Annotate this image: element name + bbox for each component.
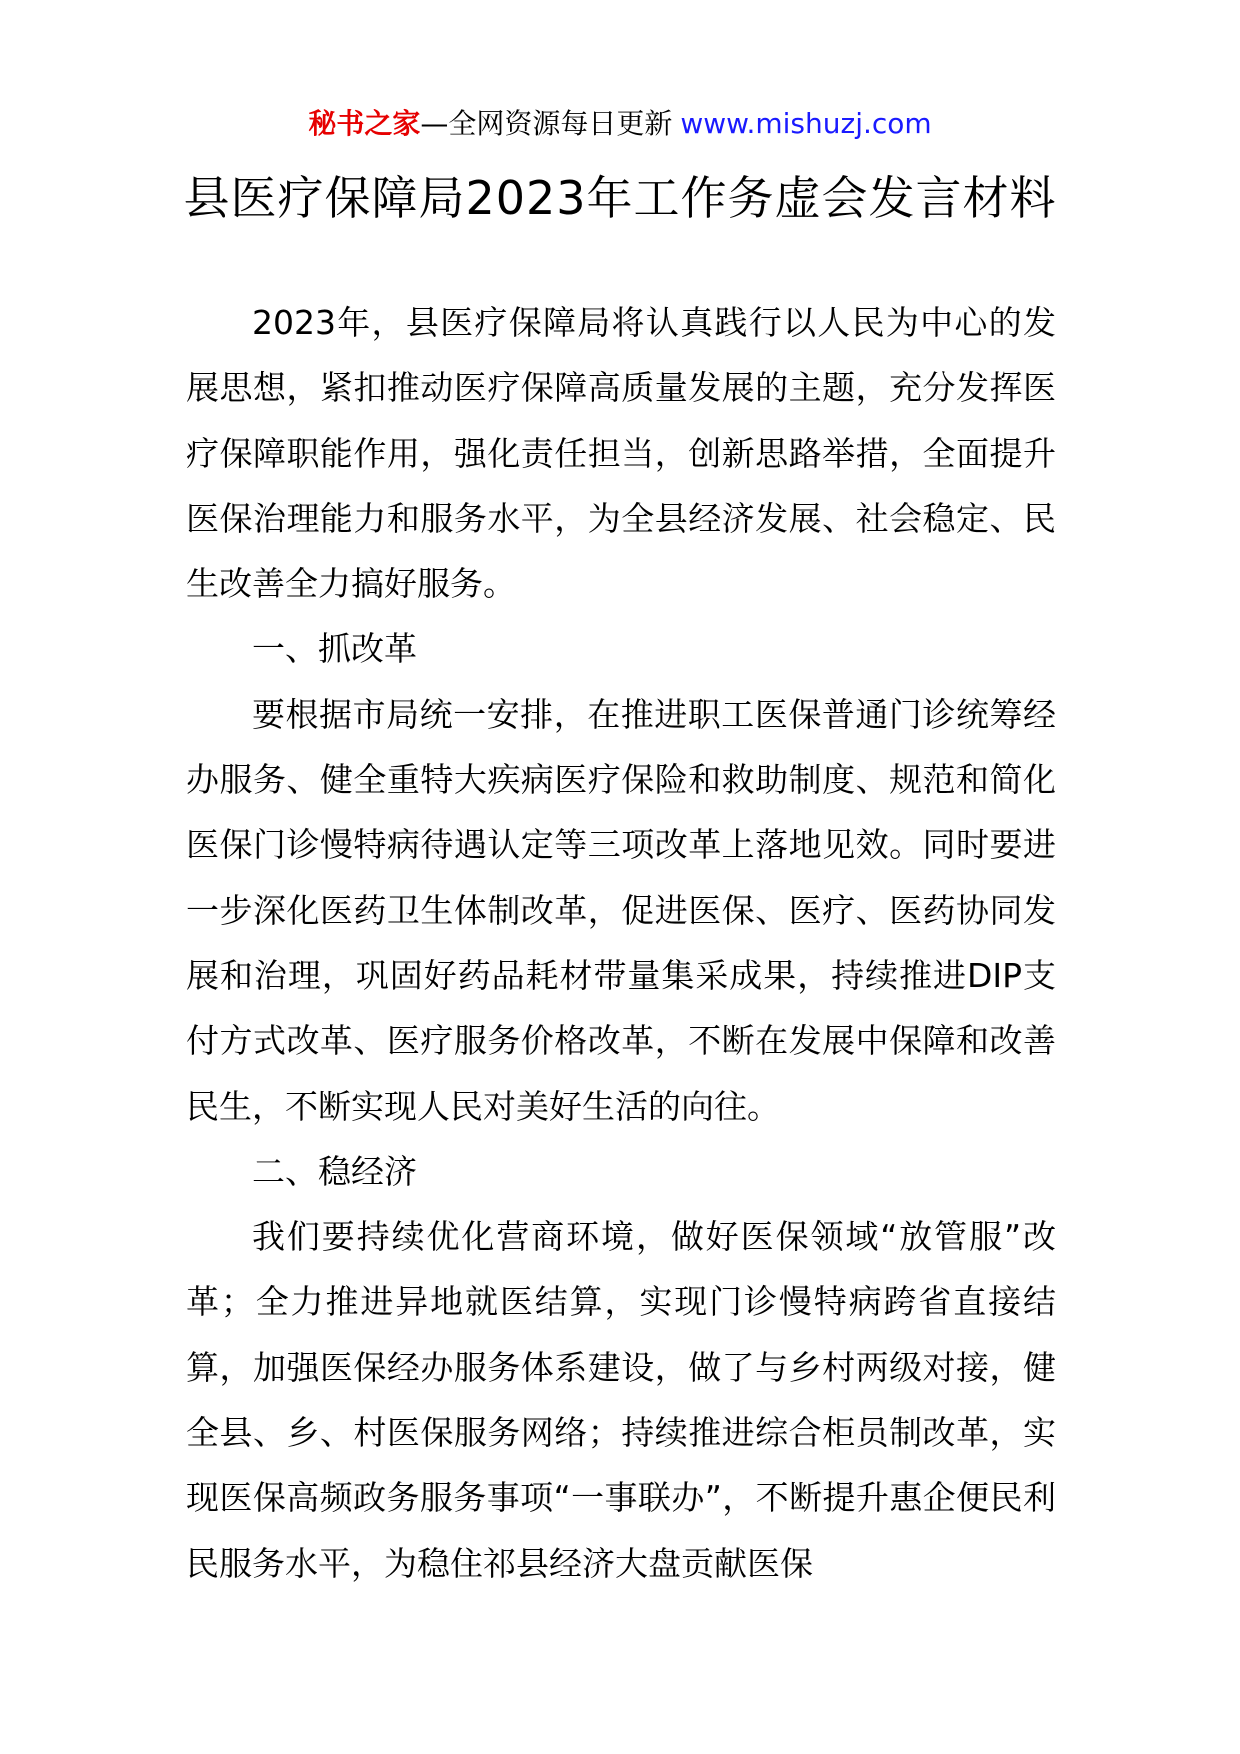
- section-heading-reform: 一、抓改革: [252, 629, 417, 669]
- site-watermark: [0, 100, 1240, 148]
- paragraph-reform: 要根据市局统一安排，在推进职工医保普通门诊统筹经办服务、健全重特大疾病医疗保险和救助制度、规范和简化医保门诊慢特病待遇认定等三项改革上落地见效。同时要进一步深化医药卫生体制改革，促进医保、医疗、医药协同发展和治理，巩固好药品耗材带量集采成果，持续推进DIP支付方式改革、医疗服务价格改革，不断在发展中保障和改善民生，不断实现人民对美好生活的向往。: [186, 694, 1056, 1126]
- paragraph-intro: 2023年，县医疗保障局将认真践行以人民为中心的发展思想，紧扣推动医疗保障高质量发展的主题，充分发挥医疗保障职能作用，强化责任担当，创新思路举措，全面提升医保治理能力和服务水平，为全县经济发展、社会稳定、民生改善全力搞好服务。: [186, 303, 1056, 604]
- document-body: [186, 290, 1056, 1596]
- watermark-url[interactable]: www.mishuzj.com: [680, 107, 932, 140]
- document-title: 县医疗保障局2023年工作务虚会发言材料: [183, 171, 1057, 225]
- watermark-brand: 秘书之家: [308, 107, 421, 140]
- paragraph-economy: 我们要持续优化营商环境，做好医保领域“放管服”改革；全力推进异地就医结算，实现门诊慢特病跨省直接结算，加强医保经办服务体系建设，做了与乡村两级对接，健全县、乡、村医保服务网络；持续推进综合柜员制改革，实现医保高频政务服务事项“一事联办”，不断提升惠企便民利民服务水平，为稳住祁县经济大盘贡献医保: [186, 1217, 1056, 1583]
- section-heading-economy: 二、稳经济: [252, 1151, 417, 1191]
- watermark-tagline: —全网资源每日更新: [420, 107, 673, 140]
